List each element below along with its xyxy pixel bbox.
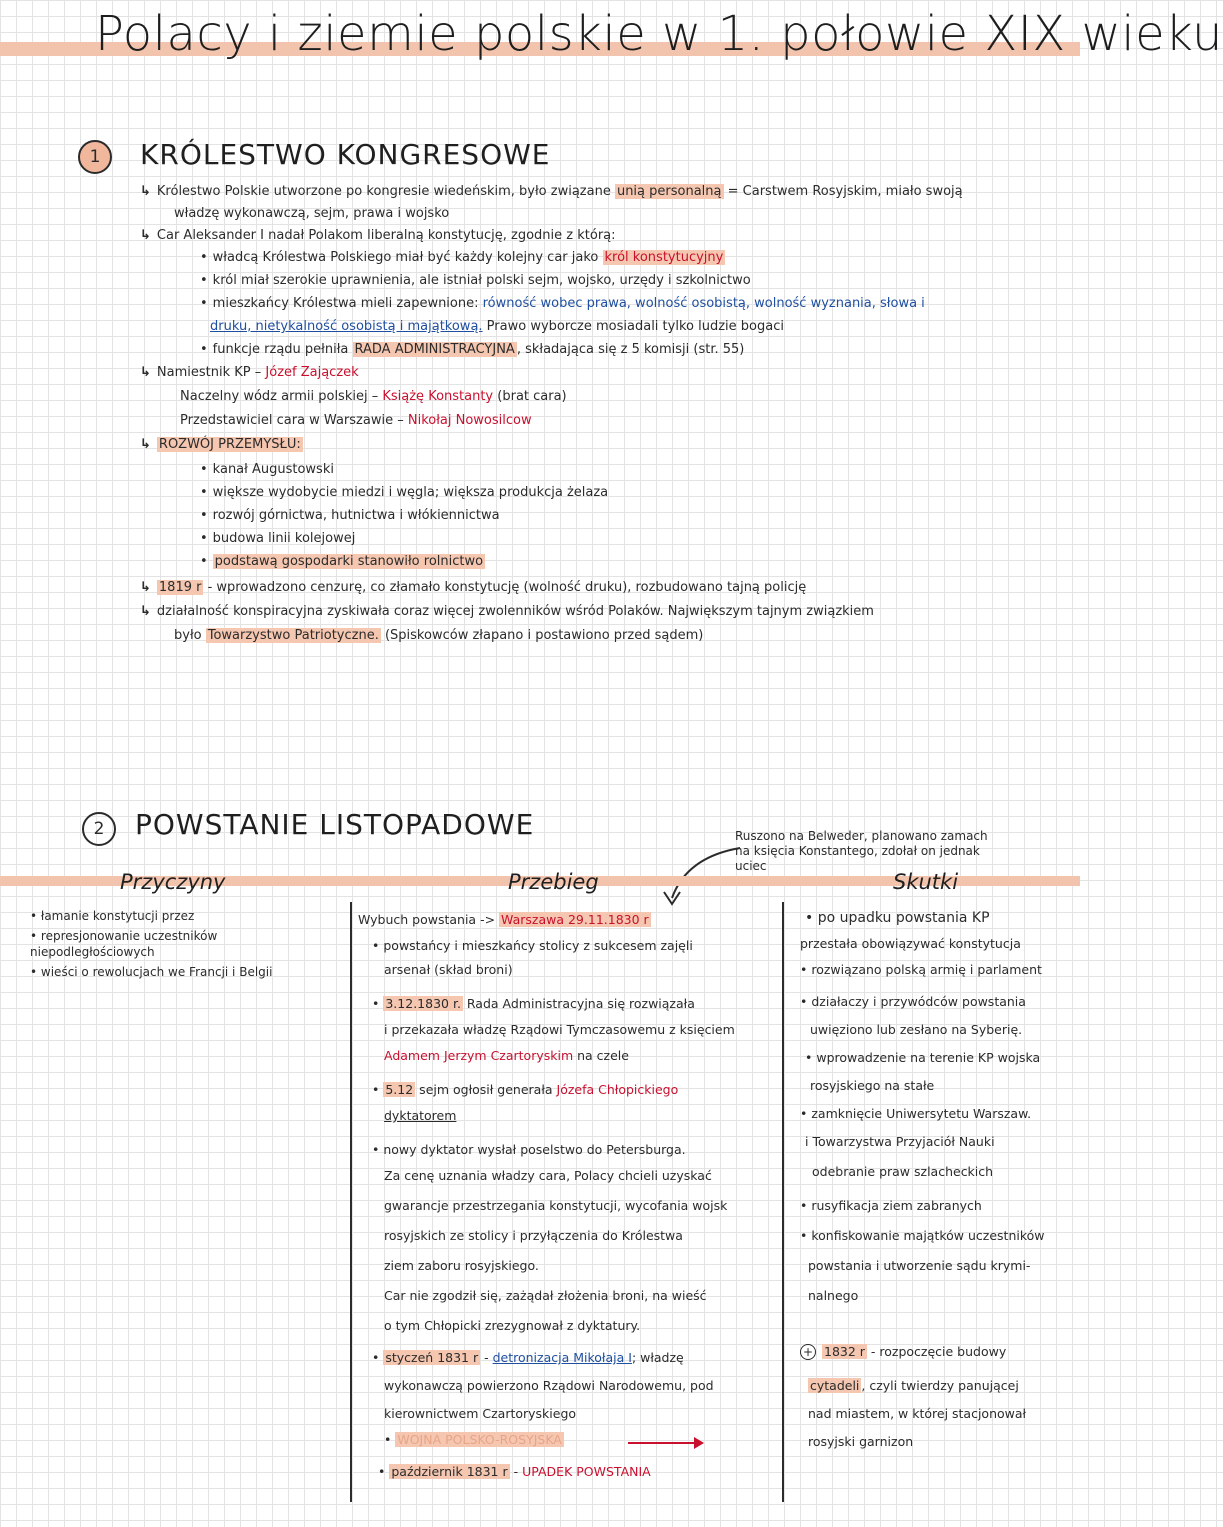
text-line: • wprowadzenie na terenie KP wojska bbox=[805, 1050, 1041, 1065]
text-line: Za cenę uznania władzy cara, Polacy chcieli uzyskać bbox=[384, 1168, 712, 1183]
arrow-icon: ↳ bbox=[140, 365, 151, 380]
text-line: przestała obowiązywać konstytucja bbox=[800, 936, 1021, 951]
text-line: ↳ ROZWÓJ PRZEMYSŁU: bbox=[140, 437, 301, 452]
text-line: ↳ 1819 r - wprowadzono cenzurę, co złamało konstytucję (wolność druku), rozbudowano tajną policję bbox=[140, 580, 807, 595]
text-line: • 3.12.1830 r. Rada Administracyjna się rozwiązała bbox=[372, 996, 695, 1011]
list-item: • budowa linii kolejowej bbox=[200, 531, 356, 546]
text-line: • rozwiązano polską armię i parlament bbox=[800, 962, 1042, 977]
text-line: • zamknięcie Uniwersytetu Warszaw. bbox=[800, 1106, 1032, 1121]
list-item: • represjonowanie uczestników niepodległościowych bbox=[30, 929, 218, 959]
text-line: • mieszkańcy Królestwa mieli zapewnione: równość wobec prawa, wolność osobistą, wolność wyznania, słowa i bbox=[200, 296, 925, 311]
text-line: i Towarzystwa Przyjaciół Nauki bbox=[805, 1134, 995, 1149]
text-line: • powstańcy i mieszkańcy stolicy z sukcesem zajęli bbox=[372, 938, 693, 953]
list-item: • podstawą gospodarki stanowiło rolnictwo bbox=[200, 554, 484, 569]
column-heading-effects: Skutki bbox=[893, 870, 959, 894]
text-line: • po upadku powstania KP bbox=[805, 910, 990, 926]
text-line: kierownictwem Czartoryskiego bbox=[384, 1406, 577, 1421]
text-line: Wybuch powstania -> Warszawa 29.11.1830 r bbox=[358, 912, 649, 927]
section-number: 1 bbox=[78, 140, 112, 174]
arrow-icon: ↳ bbox=[140, 437, 151, 452]
text-line: nalnego bbox=[808, 1288, 859, 1303]
list-item: • większe wydobycie miedzi i węgla; większa produkcja żelaza bbox=[200, 485, 609, 500]
section-title: POWSTANIE LISTOPADOWE bbox=[135, 808, 535, 841]
list-item: • wieści o rewolucjach we Francji i Belgii bbox=[30, 965, 273, 979]
text-line: dyktatorem bbox=[384, 1108, 457, 1123]
list-item: • rozwój górnictwa, hutnictwa i włókiennictwa bbox=[200, 508, 500, 523]
curved-arrow-icon bbox=[660, 840, 750, 910]
text-line: ↳ Królestwo Polskie utworzone po kongresie wiedeńskim, było związane unią personalną = Carstwem Rosyjskim, miało swoją bbox=[140, 184, 963, 199]
plus-circle-icon: + bbox=[800, 1344, 816, 1360]
text-line: uwięziono lub zesłano na Syberię. bbox=[810, 1022, 1023, 1037]
text-line: Naczelny wódz armii polskiej – Książę Konstanty (brat cara) bbox=[180, 389, 567, 404]
page-title: Polacy i ziemie polskie w 1. połowie XIX wieku bbox=[95, 6, 1223, 62]
text-line: • konfiskowanie majątków uczestników bbox=[800, 1228, 1045, 1243]
text-line: • październik 1831 r - UPADEK POWSTANIA bbox=[378, 1464, 651, 1479]
arrow-right-icon bbox=[628, 1442, 702, 1444]
text-line: powstania i utworzenie sądu krymi- bbox=[808, 1258, 1031, 1273]
list-item: • kanał Augustowski bbox=[200, 462, 334, 477]
text-line: • 5.12 sejm ogłosił generała Józefa Chłopickiego bbox=[372, 1082, 679, 1097]
arrow-icon: ↳ bbox=[140, 580, 151, 595]
side-note: na księcia Konstantego, zdołał on jednak bbox=[735, 844, 980, 858]
text-line: odebranie praw szlacheckich bbox=[812, 1164, 994, 1179]
text-line: + 1832 r - rozpoczęcie budowy bbox=[800, 1344, 1006, 1360]
text-line: Przedstawiciel cara w Warszawie – Nikołaj Nowosilcow bbox=[180, 413, 532, 428]
text-line: o tym Chłopicki zrezygnował z dyktatury. bbox=[384, 1318, 641, 1333]
text-line: Adamem Jerzym Czartoryskim na czele bbox=[384, 1048, 629, 1063]
text-line: • rusyfikacja ziem zabranych bbox=[800, 1198, 982, 1213]
arrow-icon: ↳ bbox=[140, 228, 151, 243]
text-line: rosyjski garnizon bbox=[808, 1434, 914, 1449]
text-line: • władcą Królestwa Polskiego miał być każdy kolejny car jako król konstytucyjny bbox=[200, 250, 724, 265]
text-line: • król miał szerokie uprawnienia, ale istniał polski sejm, wojsko, urzędy i szkolnictwo bbox=[200, 273, 751, 288]
text-line: nad miastem, w której stacjonował bbox=[808, 1406, 1027, 1421]
text-line: ↳ działalność konspiracyjna zyskiwała coraz więcej zwolenników wśród Polaków. Największym tajnym związkiem bbox=[140, 604, 874, 619]
text-line: ↳ Namiestnik KP – Józef Zajączek bbox=[140, 365, 359, 380]
arrow-icon: ↳ bbox=[140, 604, 151, 619]
text-line: władzę wykonawczą, sejm, prawa i wojsko bbox=[174, 206, 450, 221]
text-line: druku, nietykalność osobistą i majątkową. Prawo wyborcze mosiadali tylko ludzie bogaci bbox=[210, 319, 784, 334]
text-line: Car nie zgodził się, zażądał złożenia broni, na wieść bbox=[384, 1288, 707, 1303]
column-divider bbox=[350, 902, 352, 1502]
text-line: rosyjskiego na stałe bbox=[810, 1078, 935, 1093]
text-line: cytadeli , czyli twierdzy panującej bbox=[810, 1378, 1019, 1393]
text-line: • styczeń 1831 r - detronizacja Mikołaja I; władzę bbox=[372, 1350, 684, 1365]
list-item: • łamanie konstytucji przez bbox=[30, 909, 195, 923]
text-line: ziem zaboru rosyjskiego. bbox=[384, 1258, 539, 1273]
column-heading-course: Przebieg bbox=[508, 870, 599, 894]
side-note: Ruszono na Belweder, planowano zamach bbox=[735, 829, 988, 843]
text-line: arsenał (skład broni) bbox=[384, 962, 513, 977]
column-divider bbox=[782, 902, 784, 1502]
text-line: ↳ Car Aleksander I nadał Polakom liberalną konstytucję, zgodnie z którą: bbox=[140, 228, 616, 243]
text-line: • działaczy i przywódców powstania bbox=[800, 994, 1026, 1009]
text-line: wykonawczą powierzono Rządowi Narodowemu, pod bbox=[384, 1378, 714, 1393]
section-title: KRÓLESTWO KONGRESOWE bbox=[140, 138, 551, 171]
text-line: i przekazała władzę Rządowi Tymczasowemu z księciem bbox=[384, 1022, 735, 1037]
side-note: uciec bbox=[735, 859, 767, 873]
column-heading-causes: Przyczyny bbox=[120, 870, 226, 894]
text-line: było Towarzystwo Patriotyczne. (Spiskowców złapano i postawiono przed sądem) bbox=[174, 628, 704, 643]
text-line: rosyjskich ze stolicy i przyłączenia do Królestwa bbox=[384, 1228, 683, 1243]
arrow-icon: ↳ bbox=[140, 184, 151, 199]
text-line: • funkcje rządu pełniła RADA ADMINISTRACYJNA , składająca się z 5 komisji (str. 55) bbox=[200, 342, 745, 357]
text-line: • nowy dyktator wysłał poselstwo do Petersburga. bbox=[372, 1142, 686, 1157]
text-line: • WOJNA POLSKO-ROSYJSKA bbox=[384, 1432, 562, 1447]
text-line: gwarancje przestrzegania konstytucji, wycofania wojsk bbox=[384, 1198, 728, 1213]
causes-list bbox=[30, 908, 335, 980]
section-number: 2 bbox=[82, 812, 116, 846]
